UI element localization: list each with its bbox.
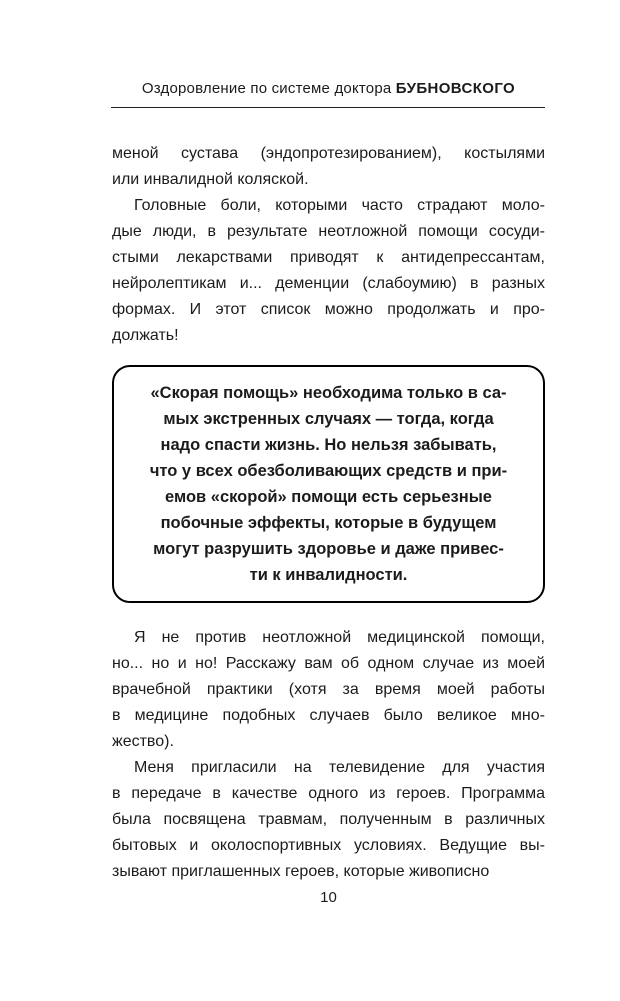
text-line: бытовых и околоспортивных условиях. Ведущие вы- (112, 837, 545, 854)
text-line: или инвалидной коляской. (112, 171, 309, 188)
page-content (112, 141, 545, 885)
text-line: стыми лекарствами приводят к антидепрессантам, (112, 249, 545, 266)
text-line: жество). (112, 733, 174, 750)
page-number: 10 (320, 889, 337, 906)
text-line: меной сустава (эндопротезированием), костылями (112, 145, 545, 162)
text-line: в медицине подобных случаев было великое мно- (112, 707, 545, 724)
running-header-text: Оздоровление по системе доктора (141, 80, 396, 97)
header-divider (111, 107, 545, 108)
text-line: в передаче в качестве одного из героев. Программа (112, 785, 545, 802)
paragraph-television (112, 755, 545, 885)
paragraph-not-against (112, 625, 545, 755)
text-line: «Скорая помощь» необходима только в са- (150, 384, 507, 402)
running-header-author: БУБНОВСКОГО (395, 80, 516, 97)
text-line: мых экстренных случаях — тогда, когда (163, 410, 494, 428)
text-line: врачебной практики (хотя за время моей работы (112, 681, 545, 698)
text-line: что у всех обезболивающих средств и при- (149, 462, 508, 480)
text-line: Головные боли, которыми часто страдают моло- (134, 197, 545, 214)
text-line: но... но и но! Расскажу вам об одном случае из моей (112, 655, 545, 672)
text-line: дые люди, в результате неотложной помощи сосуди- (112, 223, 545, 240)
running-header (112, 80, 545, 97)
text-line: емов «скорой» помощи есть серьезные (165, 488, 492, 506)
paragraph-continuation (112, 141, 545, 193)
text-line: побочные эффекты, которые в будущем (160, 514, 497, 532)
text-line: ти к инвалидности. (249, 566, 408, 584)
text-line: могут разрушить здоровье и даже привес- (153, 540, 504, 558)
text-line: надо спасти жизнь. Но нельзя забывать, (160, 436, 497, 454)
text-line: Меня пригласили на телевидение для участия (134, 759, 545, 776)
text-line: была посвящена травмам, полученным в различных (112, 811, 545, 828)
text-line: нейролептикам и... деменции (слабоумию) в разных (112, 275, 545, 292)
callout-box (112, 365, 545, 603)
paragraph-headaches (112, 193, 545, 349)
text-line: должать! (112, 327, 179, 344)
text-line: формах. И этот список можно продолжать и про- (112, 301, 545, 318)
text-line: Я не против неотложной медицинской помощи, (134, 629, 545, 646)
text-line: зывают приглашенных героев, которые живописно (112, 863, 490, 880)
